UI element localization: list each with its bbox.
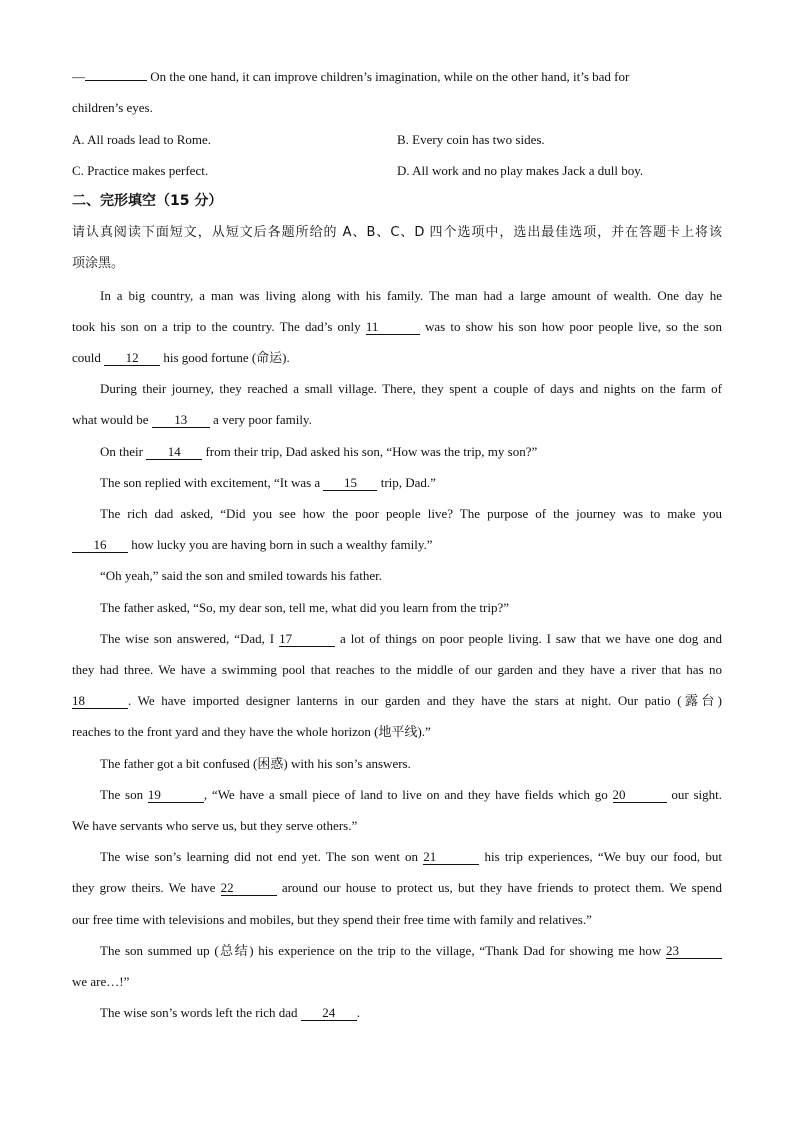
p3-line: On their 14 from their trip, Dad asked his son, “How was the trip, my son?” bbox=[100, 444, 538, 459]
section-instruction-1: 请认真阅读下面短文，从短文后各题所给的 A、B、C、D 四个选项中，选出最佳选项，并在答题卡上将该 bbox=[72, 225, 722, 240]
p1-line-3: could 12 his good fortune (命运). bbox=[72, 350, 290, 365]
p8-line-3: 18 . We have imported designer lanterns in our garden and they have the stars at night. Our patio (露台) bbox=[72, 693, 722, 708]
blank-20: 20 bbox=[613, 787, 667, 803]
blank-12: 12 bbox=[104, 350, 160, 366]
blank-21: 21 bbox=[423, 849, 479, 865]
blank-22: 22 bbox=[221, 880, 277, 896]
blank-15: 15 bbox=[323, 475, 377, 491]
blank-24: 24 bbox=[301, 1005, 357, 1021]
p11-line-2: they grow theirs. We have 22 around our house to protect us, but they have friends to protect them. We spend bbox=[72, 880, 722, 895]
p9-line: The father got a bit confused (困惑) with his son’s answers. bbox=[100, 756, 411, 771]
p10-line-2: We have servants who serve us, but they serve others.” bbox=[72, 818, 358, 833]
p11-line-1: The wise son’s learning did not end yet. The son went on 21 his trip experiences, “We buy our food, but bbox=[100, 849, 722, 864]
blank-11: 11 bbox=[366, 319, 420, 335]
p12-line-1: The son summed up (总结) his experience on the trip to the village, “Thank Dad for showing me how 23 bbox=[100, 942, 722, 960]
p7-line: The father asked, “So, my dear son, tell me, what did you learn from the trip?” bbox=[100, 600, 510, 615]
dash: — bbox=[72, 69, 85, 84]
p1-line-2: took his son on a trip to the country. The dad’s only 11 was to show his son how poor people live, so the son bbox=[72, 319, 722, 334]
blank-17: 17 bbox=[279, 631, 335, 647]
p5-line-1: The rich dad asked, “Did you see how the poor people live? The purpose of the journey was to make you bbox=[100, 506, 722, 521]
option-a: A. All roads lead to Rome. bbox=[72, 132, 212, 147]
p5-line-2: 16 how lucky you are having born in such a wealthy family.” bbox=[72, 536, 722, 554]
option-c: C. Practice makes perfect. bbox=[72, 163, 209, 178]
p1-line-1: In a big country, a man was living along with his family. The man had a large amount of wealth. One day he bbox=[100, 288, 722, 303]
p2-line-2: what would be 13 a very poor family. bbox=[72, 412, 312, 427]
section-heading: 二、完形填空（15 分） bbox=[72, 193, 223, 209]
p12-line-2: we are…!” bbox=[72, 974, 130, 989]
section-instruction-2: 项涂黑。 bbox=[72, 256, 125, 271]
blank-16: 16 bbox=[72, 537, 128, 553]
blank-23: 23 bbox=[666, 943, 722, 959]
answer-blank bbox=[85, 80, 147, 81]
blank-18: 18 bbox=[72, 693, 128, 709]
blank-19: 19 bbox=[148, 787, 204, 803]
question-line-2: children’s eyes. bbox=[72, 100, 153, 115]
p11-line-3: our free time with televisions and mobiles, but they spend their free time with family and relatives.” bbox=[72, 912, 592, 927]
p10-line-1: The son 19 , “We have a small piece of land to live on and they have fields which go 20 our sight. bbox=[100, 787, 722, 802]
question-text: On the one hand, it can improve children’s imagination, while on the other hand, it’s bad for bbox=[147, 69, 630, 84]
p2-line-1: During their journey, they reached a small village. There, they spent a couple of days and nights on the farm of bbox=[100, 381, 722, 396]
p8-line-2: they had three. We have a swimming pool that reaches to the middle of our garden and they have a river that has no bbox=[72, 662, 722, 677]
option-b: B. Every coin has two sides. bbox=[397, 132, 545, 147]
blank-14: 14 bbox=[146, 444, 202, 460]
p8-line-4: reaches to the front yard and they have the whole horizon (地平线).” bbox=[72, 724, 431, 739]
p8-line-1: The wise son answered, “Dad, I 17 a lot of things on poor people living. I saw that we have one dog and bbox=[100, 631, 722, 646]
blank-13: 13 bbox=[152, 412, 210, 428]
option-d: D. All work and no play makes Jack a dull boy. bbox=[397, 163, 644, 178]
p4-line: The son replied with excitement, “It was a 15 trip, Dad.” bbox=[100, 475, 436, 490]
p6-line: “Oh yeah,” said the son and smiled towards his father. bbox=[100, 568, 382, 583]
p13-line: The wise son’s words left the rich dad 24 . bbox=[100, 1005, 360, 1020]
question-line-1 bbox=[72, 68, 722, 86]
